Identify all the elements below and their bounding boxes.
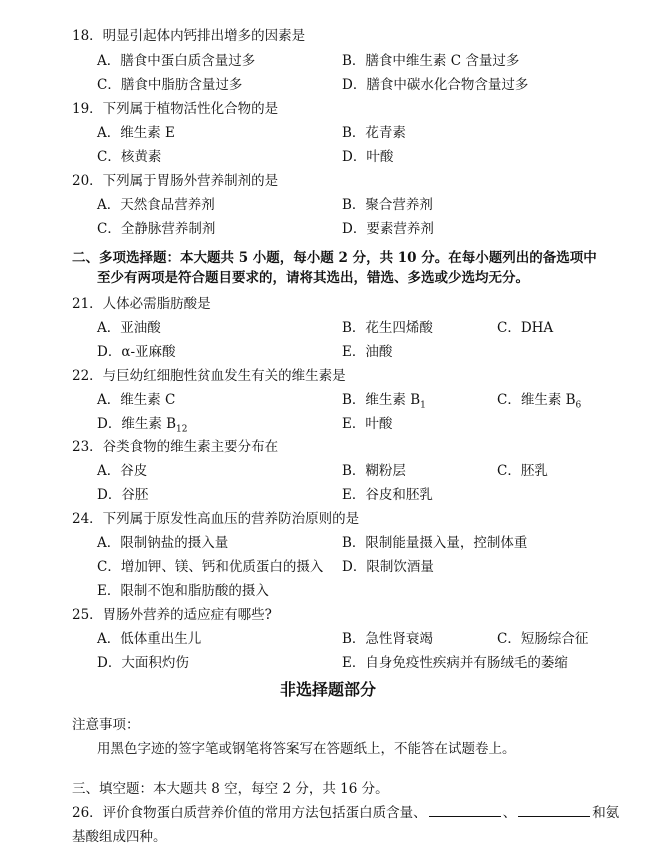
q24-stem: 24．下列属于原发性高血压的营养防治原则的是 bbox=[72, 511, 360, 527]
q22-option-c bbox=[497, 388, 581, 411]
q24-option-e: E．限制不饱和脂肪酸的摄入 bbox=[97, 583, 269, 599]
q26-line1 bbox=[72, 801, 619, 821]
q18-option-a: A．膳食中蛋白质含量过多 bbox=[97, 53, 256, 69]
q21-option-e: E．油酸 bbox=[342, 344, 393, 360]
q20-stem: 20．下列属于胃肠外营养制剂的是 bbox=[72, 173, 279, 189]
q22-option-b bbox=[342, 388, 426, 411]
q24-option-a: A．限制钠盐的摄入量 bbox=[97, 535, 229, 551]
q19-option-b: B．花青素 bbox=[342, 125, 406, 141]
q25-option-b: B．急性肾衰竭 bbox=[342, 631, 433, 647]
q22-option-b-subscript: 1 bbox=[420, 400, 426, 411]
q22-option-d-subscript: 12 bbox=[176, 424, 188, 435]
q21-option-d: D．α-亚麻酸 bbox=[97, 344, 176, 360]
q26-line2: 基酸组成四种。 bbox=[72, 829, 167, 845]
q23-option-e: E．谷皮和胚乳 bbox=[342, 487, 433, 503]
q25-option-e: E．自身免疫性疾病并有肠绒毛的萎缩 bbox=[342, 655, 568, 671]
section2-heading-line2: 至少有两项是符合题目要求的，请将其选出，错选、多选或少选均无分。 bbox=[97, 270, 529, 286]
q21-stem: 21．人体必需脂肪酸是 bbox=[72, 296, 211, 312]
q22-option-d-text: D．维生素 B bbox=[97, 416, 177, 432]
section2-heading-line1: 二、多项选择题：本大题共 5 小题，每小题 2 分，共 10 分。在每小题列出的备选项中 bbox=[72, 250, 597, 266]
q19-stem: 19．下列属于植物活性化合物的是 bbox=[72, 101, 279, 117]
q26-text-part1: 26．评价食物蛋白质营养价值的常用方法包括蛋白质含量、 bbox=[72, 805, 427, 821]
part-title: 非选择题部分 bbox=[279, 680, 376, 699]
q19-option-a: A．维生素 E bbox=[97, 125, 175, 141]
q20-option-a: A．天然食品营养剂 bbox=[97, 197, 215, 213]
q19-option-d: D．叶酸 bbox=[342, 149, 394, 165]
q26-separator: 、 bbox=[502, 805, 517, 821]
q24-option-c: C．增加钾、镁、钙和优质蛋白的摄入 bbox=[97, 559, 324, 575]
q22-option-a: A．维生素 C bbox=[97, 392, 176, 408]
section3-heading: 三、填空题：本大题共 8 空，每空 2 分，共 16 分。 bbox=[72, 781, 389, 797]
q22-option-e: E．叶酸 bbox=[342, 416, 393, 432]
q20-option-c: C．全静脉营养制剂 bbox=[97, 221, 216, 237]
q21-option-b: B．花生四烯酸 bbox=[342, 320, 433, 336]
q22-option-c-subscript: 6 bbox=[575, 400, 582, 411]
q26-blank-1[interactable] bbox=[429, 815, 501, 817]
q22-option-c-text: C．维生素 B bbox=[497, 392, 576, 408]
q25-option-a: A．低体重出生儿 bbox=[97, 631, 202, 647]
q23-stem: 23．谷类食物的维生素主要分布在 bbox=[72, 439, 279, 455]
q25-stem: 25．胃肠外营养的适应症有哪些? bbox=[72, 607, 272, 623]
q23-option-c: C．胚乳 bbox=[497, 463, 548, 479]
q26-text-part2: 和氨 bbox=[592, 805, 620, 821]
q24-option-b: B．限制能量摄入量，控制体重 bbox=[342, 535, 528, 551]
q19-option-c: C．核黄素 bbox=[97, 149, 162, 165]
q22-option-b-text: B．维生素 B bbox=[342, 392, 421, 408]
q18-option-d: D．膳食中碳水化合物含量过多 bbox=[342, 77, 529, 93]
notice-label: 注意事项： bbox=[72, 717, 140, 733]
q18-stem: 18．明显引起体内钙排出增多的因素是 bbox=[72, 28, 306, 44]
q23-option-a: A．谷皮 bbox=[97, 463, 148, 479]
q20-option-d: D．要素营养剂 bbox=[342, 221, 434, 237]
q26-blank-2[interactable] bbox=[518, 815, 590, 817]
q22-stem: 22．与巨幼红细胞性贫血发生有关的维生素是 bbox=[72, 368, 346, 384]
q23-option-b: B．糊粉层 bbox=[342, 463, 406, 479]
q22-option-d bbox=[97, 412, 188, 435]
q18-option-b: B．膳食中维生素 C 含量过多 bbox=[342, 53, 520, 69]
q21-option-a: A．亚油酸 bbox=[97, 320, 161, 336]
q25-option-c: C．短肠综合征 bbox=[497, 631, 589, 647]
q24-option-d: D．限制饮酒量 bbox=[342, 559, 434, 575]
q21-option-c: C．DHA bbox=[497, 320, 554, 336]
notice-text: 用黑色字迹的签字笔或钢笔将答案写在答题纸上，不能答在试题卷上。 bbox=[97, 741, 516, 757]
q20-option-b: B．聚合营养剂 bbox=[342, 197, 433, 213]
q25-option-d: D．大面积灼伤 bbox=[97, 655, 189, 671]
q23-option-d: D．谷胚 bbox=[97, 487, 149, 503]
q18-option-c: C．膳食中脂肪含量过多 bbox=[97, 77, 243, 93]
